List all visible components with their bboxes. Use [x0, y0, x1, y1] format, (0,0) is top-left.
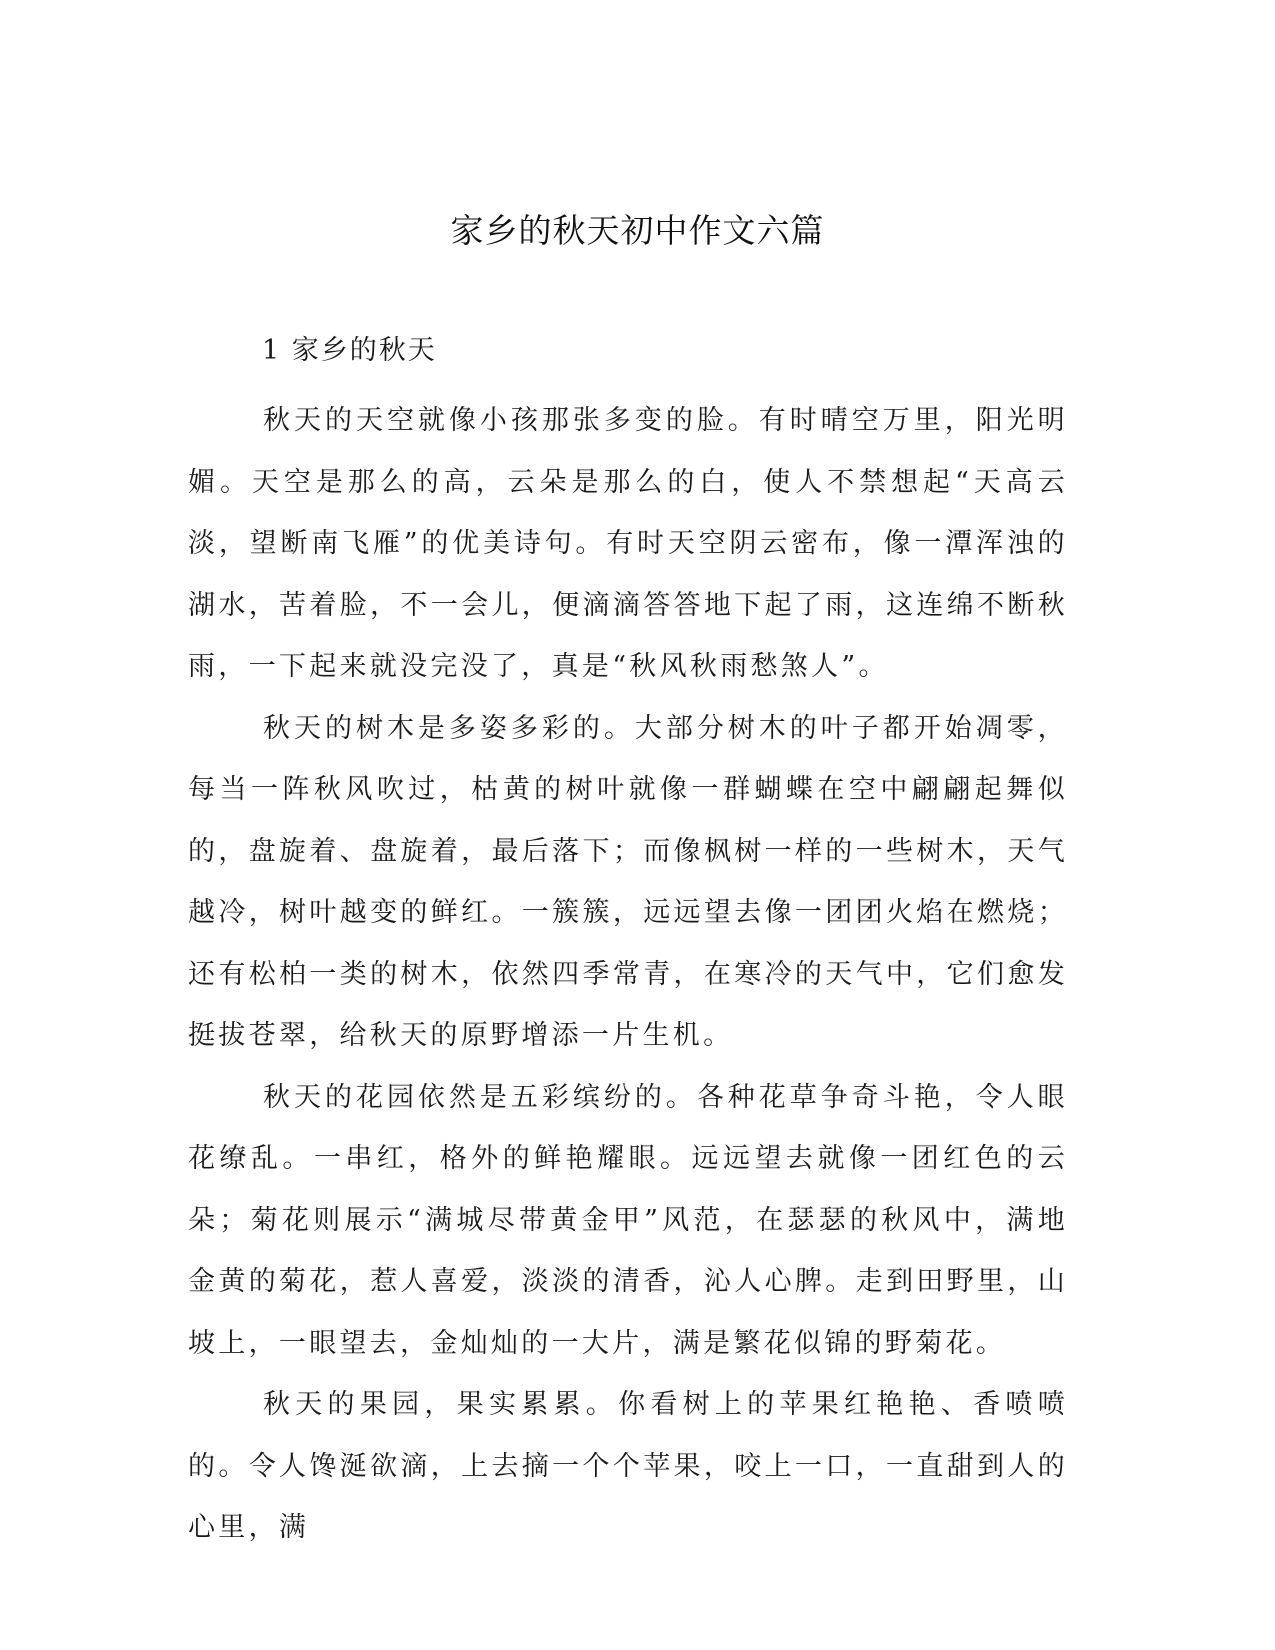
paragraph-trees: 秋天的树木是多姿多彩的。大部分树木的叶子都开始凋零，每当一阵秋风吹过，枯黄的树叶就像一群蝴蝶在空中翩翩起舞似的，盘旋着、盘旋着，最后落下；而像枫树一样的一些树木，天气越冷，树叶越变的鲜红。一簇簇，远远望去像一团团火焰在燃烧；还有松柏一类的树木，依然四季常青，在寒冷的天气中，它们愈发挺拔苍翠，给秋天的原野增添一片生机。 [188, 712, 1068, 1051]
document-body [188, 390, 1068, 1559]
section-heading: 1 家乡的秋天 [262, 335, 437, 366]
paragraph-orchard: 秋天的果园，果实累累。你看树上的苹果红艳艳、香喷喷的。令人馋涎欲滴，上去摘一个个苹果，咬上一口，一直甜到人的心里，满 [188, 1389, 1068, 1543]
paragraph-sky: 秋天的天空就像小孩那张多变的脸。有时晴空万里，阳光明媚。天空是那么的高，云朵是那么的白，使人不禁想起“天高云淡，望断南飞雁”的优美诗句。有时天空阴云密布，像一潭浑浊的湖水，苦着脸，不一会儿，便滴滴答答地下起了雨，这连绵不断秋雨，一下起来就没完没了，真是“秋风秋雨愁煞人”。 [188, 405, 1068, 682]
document-title: 家乡的秋天初中作文六篇 [450, 211, 825, 250]
paragraph-garden: 秋天的花园依然是五彩缤纷的。各种花草争奇斗艳，令人眼花缭乱。一串红，格外的鲜艳耀眼。远远望去就像一团红色的云朵；菊花则展示“满城尽带黄金甲”风范，在瑟瑟的秋风中，满地金黄的菊花，惹人喜爱，淡淡的清香，沁人心脾。走到田野里，山坡上，一眼望去，金灿灿的一大片，满是繁花似锦的野菊花。 [188, 1081, 1068, 1359]
